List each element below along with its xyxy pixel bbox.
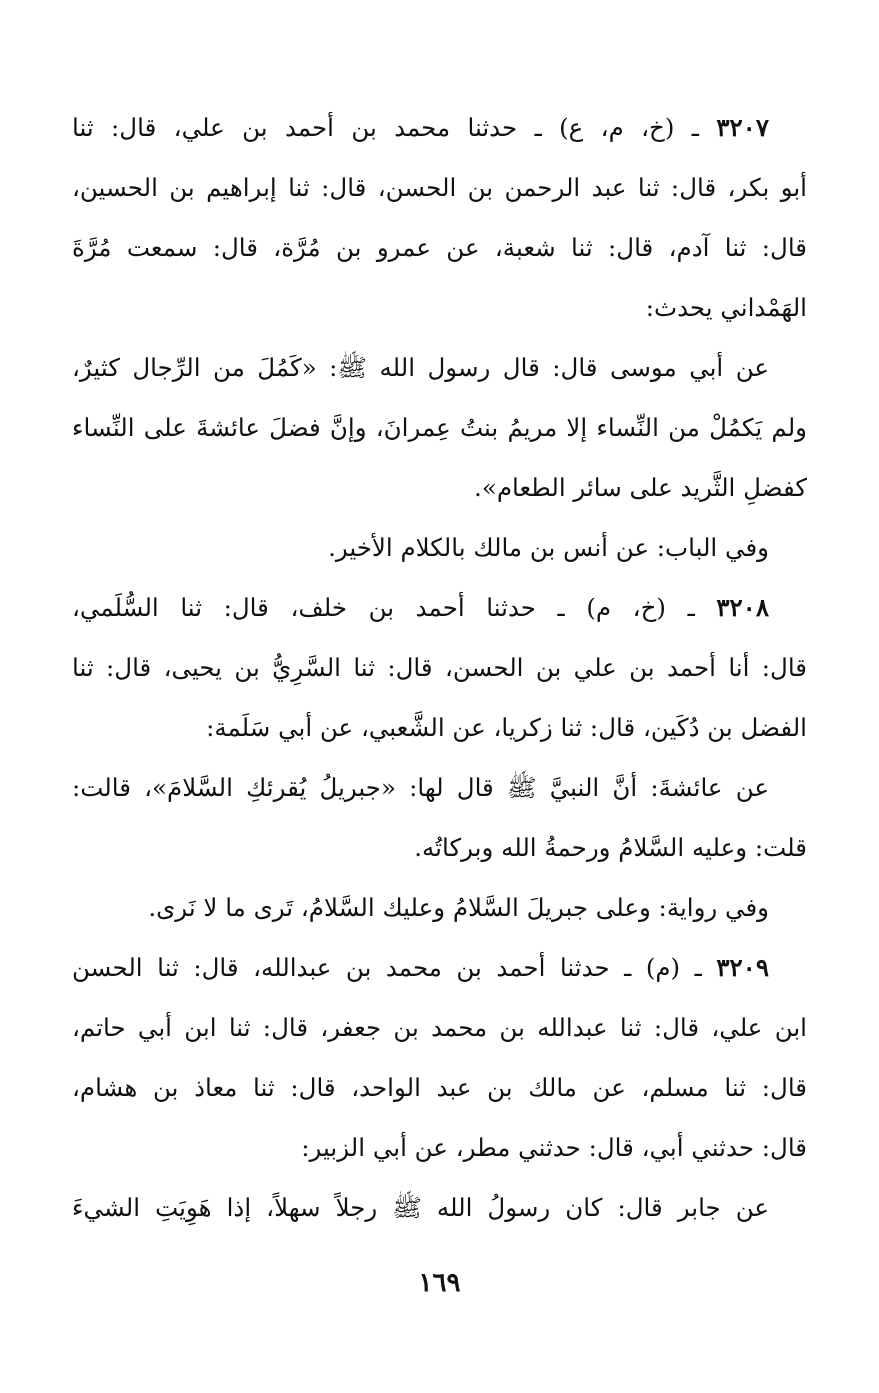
text-line: [72, 458, 807, 518]
text-line: [72, 98, 807, 158]
page-body: [72, 98, 807, 1238]
text-line: [72, 638, 807, 698]
line-text: عن جابر قال: كان رسولُ الله ﷺ رجلاً سهلاً، إذا هَوِيَتِ الشيءَ: [72, 1193, 769, 1222]
line-text: عن أبي موسى قال: قال رسول الله ﷺ: «كَمُلَ من الرِّجال كثيرٌ،: [72, 353, 769, 382]
text-line: [72, 1118, 807, 1178]
paragraph-matn: [72, 338, 807, 518]
paragraph-isnad: [72, 98, 807, 338]
line-text: ـ (خ، م، ع) ـ حدثنا محمد بن أحمد بن علي، قال: ثنا: [72, 113, 717, 142]
text-line: [72, 758, 807, 818]
line-text: الهَمْداني يحدث:: [645, 293, 807, 322]
text-line: [72, 1058, 807, 1118]
text-line: [72, 698, 807, 758]
text-line: [72, 998, 807, 1058]
paragraph-matn-open: [72, 1178, 807, 1238]
paragraph-matn: [72, 758, 807, 878]
line-text: ـ (خ، م) ـ حدثنا أحمد بن خلف، قال: ثنا السُّلَمي،: [72, 593, 717, 622]
text-line: [72, 278, 807, 338]
line-text: قال: أنا أحمد بن علي بن الحسن، قال: ثنا السَّرِيُّ بن يحيى، قال: ثنا: [72, 653, 807, 682]
hadith-number: ٣٢٠٩: [716, 953, 769, 982]
line-text: قلت: وعليه السَّلامُ ورحمةُ الله وبركاتُه.: [414, 833, 807, 862]
text-line: [72, 578, 807, 638]
text-line: [72, 218, 807, 278]
paragraph-isnad: [72, 938, 807, 1178]
text-line: [72, 518, 807, 578]
text-line: [72, 938, 807, 998]
text-line: [72, 338, 807, 398]
paragraph-note: [72, 518, 807, 578]
hadith-number: ٣٢٠٧: [716, 113, 769, 142]
paragraph-note: [72, 878, 807, 938]
text-line: [72, 878, 807, 938]
text-line: [72, 1178, 807, 1238]
line-text: ابن علي، قال: ثنا عبدالله بن محمد بن جعفر، قال: ثنا ابن أبي حاتم،: [72, 1013, 807, 1042]
line-text: وفي الباب: عن أنس بن مالك بالكلام الأخير.: [328, 533, 769, 562]
text-line: [72, 818, 807, 878]
line-text: كفضلِ الثَّريد على سائر الطعام».: [474, 473, 807, 502]
line-text: وفي رواية: وعلى جبريلَ السَّلامُ وعليك السَّلامُ، تَرى ما لا نَرى.: [148, 893, 769, 922]
line-text: ـ (م) ـ حدثنا أحمد بن محمد بن عبدالله، قال: ثنا الحسن: [72, 953, 717, 982]
page-number: ١٦٩: [418, 1268, 461, 1298]
line-text: أبو بكر، قال: ثنا عبد الرحمن بن الحسن، قال: ثنا إبراهيم بن الحسين،: [72, 173, 807, 202]
line-text: عن عائشةَ: أنَّ النبيَّ ﷺ قال لها: «جبريلُ يُقرئكِ السَّلامَ»، قالت:: [72, 773, 769, 802]
text-line: [72, 158, 807, 218]
line-text: قال: حدثني أبي، قال: حدثني مطر، عن أبي الزبير:: [301, 1133, 807, 1162]
hadith-number: ٣٢٠٨: [716, 593, 769, 622]
line-text: ولم يَكمُلْ من النِّساء إلا مريمُ بنتُ عِمرانَ، وإنَّ فضلَ عائشةَ على النِّساء: [72, 413, 807, 442]
paragraph-isnad: [72, 578, 807, 758]
line-text: قال: ثنا آدم، قال: ثنا شعبة، عن عمرو بن مُرَّة، قال: سمعت مُرَّةَ: [72, 233, 807, 262]
line-text: قال: ثنا مسلم، عن مالك بن عبد الواحد، قال: ثنا معاذ بن هشام،: [72, 1073, 807, 1102]
line-text: الفضل بن دُكَين، قال: ثنا زكريا، عن الشَّعبي، عن أبي سَلَمة:: [206, 713, 807, 742]
text-line: [72, 398, 807, 458]
